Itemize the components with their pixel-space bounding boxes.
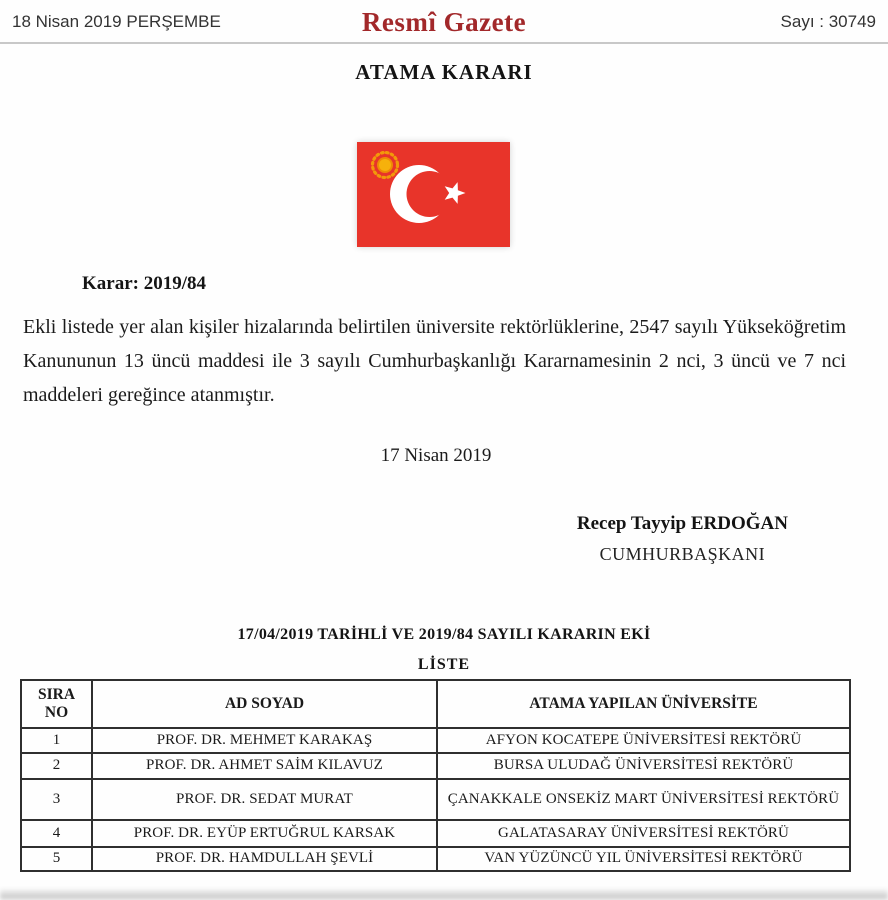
- appointee-name: PROF. DR. SEDAT MURAT: [92, 779, 437, 820]
- gazette-issue-number: Sayı : 30749: [780, 12, 876, 31]
- signatory-title: CUMHURBAŞKANI: [599, 544, 766, 564]
- table-row: [21, 820, 850, 847]
- appointee-name: PROF. DR. HAMDULLAH ŞEVLİ: [92, 847, 437, 871]
- appointee-name: PROF. DR. EYÜP ERTUĞRUL KARSAK: [92, 820, 437, 847]
- annex-heading: 17/04/2019 TARİHLİ VE 2019/84 SAYILI KARARIN EKİ: [237, 626, 651, 643]
- gazette-masthead: Resmî Gazete: [361, 6, 527, 37]
- sun-disc: [378, 158, 392, 172]
- appointee-name: PROF. DR. AHMET SAİM KILAVUZ: [92, 753, 437, 779]
- column-header-ad-soyad: AD SOYAD: [92, 680, 437, 728]
- crescent-inner: [406, 171, 452, 217]
- column-header-sira-no: SIRA NO: [21, 680, 92, 728]
- table-row: [21, 728, 850, 753]
- column-header-universite: ATAMA YAPILAN ÜNİVERSİTE: [437, 680, 850, 728]
- appointed-university: AFYON KOCATEPE ÜNİVERSİTESİ REKTÖRÜ: [437, 728, 850, 753]
- row-number: 5: [21, 847, 92, 871]
- decision-number: Karar: 2019/84: [82, 273, 207, 294]
- decision-date: 17 Nisan 2019: [380, 445, 492, 466]
- table-header-row: [21, 680, 850, 728]
- decision-body-text: Ekli listede yer alan kişiler hizalarında belirtilen üniversite rektörlüklerine, 2547 sayılı Yükseköğretim Kanununun 13 üncü maddesi ile 3 sayılı Cumhurbaşkanlığı Kararnamesinin 2 nci, 3 üncü ve 7 nci maddeleri gereğince atanmıştır.: [23, 316, 846, 406]
- row-number: 1: [21, 728, 92, 753]
- annex-subheading: LİSTE: [417, 656, 471, 673]
- page-title: ATAMA KARARI: [355, 60, 533, 84]
- table-row: [21, 753, 850, 779]
- gazette-date: 18 Nisan 2019 PERŞEMBE: [12, 12, 221, 31]
- row-number: 2: [21, 753, 92, 779]
- turkish-presidential-flag-icon: [357, 142, 510, 247]
- appointed-university: BURSA ULUDAĞ ÜNİVERSİTESİ REKTÖRÜ: [437, 753, 850, 779]
- gazette-header: [0, 0, 888, 44]
- table-row: [21, 847, 850, 871]
- row-number: 4: [21, 820, 92, 847]
- appointed-university: ÇANAKKALE ONSEKİZ MART ÜNİVERSİTESİ REKTÖRÜ: [437, 779, 850, 820]
- appointee-name: PROF. DR. MEHMET KARAKAŞ: [92, 728, 437, 753]
- row-number: 3: [21, 779, 92, 820]
- scan-artifact: [0, 888, 888, 900]
- signature-block: [0, 513, 888, 565]
- signatory-name: Recep Tayyip ERDOĞAN: [576, 513, 788, 534]
- appointments-table: [20, 679, 851, 872]
- appointed-university: VAN YÜZÜNCÜ YIL ÜNİVERSİTESİ REKTÖRÜ: [437, 847, 850, 871]
- flag-image: [357, 142, 510, 247]
- appointed-university: GALATASARAY ÜNİVERSİTESİ REKTÖRÜ: [437, 820, 850, 847]
- table-row: [21, 779, 850, 820]
